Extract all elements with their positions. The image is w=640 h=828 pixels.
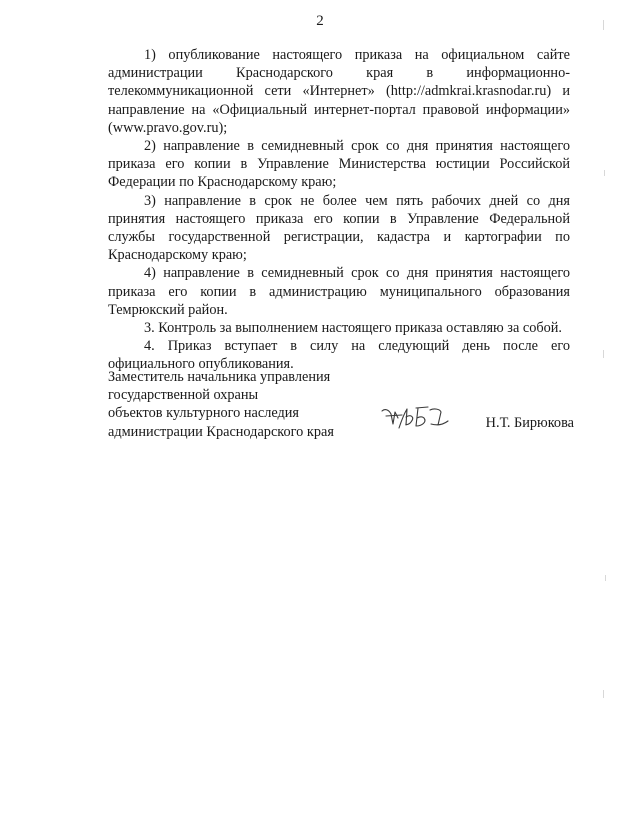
paragraph-effective-date: 4. Приказ вступает в силу на следующий день после его официального опубликования. — [108, 338, 570, 373]
position-line: объектов культурного наследия — [108, 405, 299, 422]
paragraph-publication: 1) опубликование настоящего приказа на официальном сайте администрации Краснодарского края в информационно-телекоммуникационной сети «Интернет» (http://admkrai.krasnodar.ru) и направление на «Официальный интернет-портал правовой информации» (www.pravo.gov.ru); — [108, 47, 570, 136]
handwritten-signature — [380, 402, 450, 436]
position-line: администрации Краснодарского края — [108, 423, 334, 440]
paragraph-control: 3. Контроль за выполнением настоящего приказа оставляю за собой. — [144, 320, 563, 337]
document-body — [108, 46, 570, 374]
paragraph-registration-service: 3) направление в срок не более чем пять рабочих дней со дня принятия настоящего приказа его копии в Управление Федеральной службы государственной регистрации, кадастра и картографии по Краснодарскому краю; — [108, 192, 570, 264]
position-line: Заместитель начальника управления — [108, 369, 331, 385]
paragraph-temryuk-district: 4) направление в семидневный срок со дня принятия настоящего приказа его копии в администрацию муниципального образования Темрюкский район. — [108, 265, 570, 318]
signatory-position — [108, 368, 368, 441]
page-number: 2 — [316, 13, 324, 29]
paragraph-ministry-of-justice: 2) направление в семидневный срок со дня принятия настоящего приказа его копии в Управление Министерства юстиции Российской Федерации по Краснодарскому краю; — [108, 138, 570, 191]
position-line: государственной охраны — [108, 387, 259, 404]
signatory-name: Н.Т. Бирюкова — [485, 415, 574, 431]
signature-block — [108, 368, 574, 443]
